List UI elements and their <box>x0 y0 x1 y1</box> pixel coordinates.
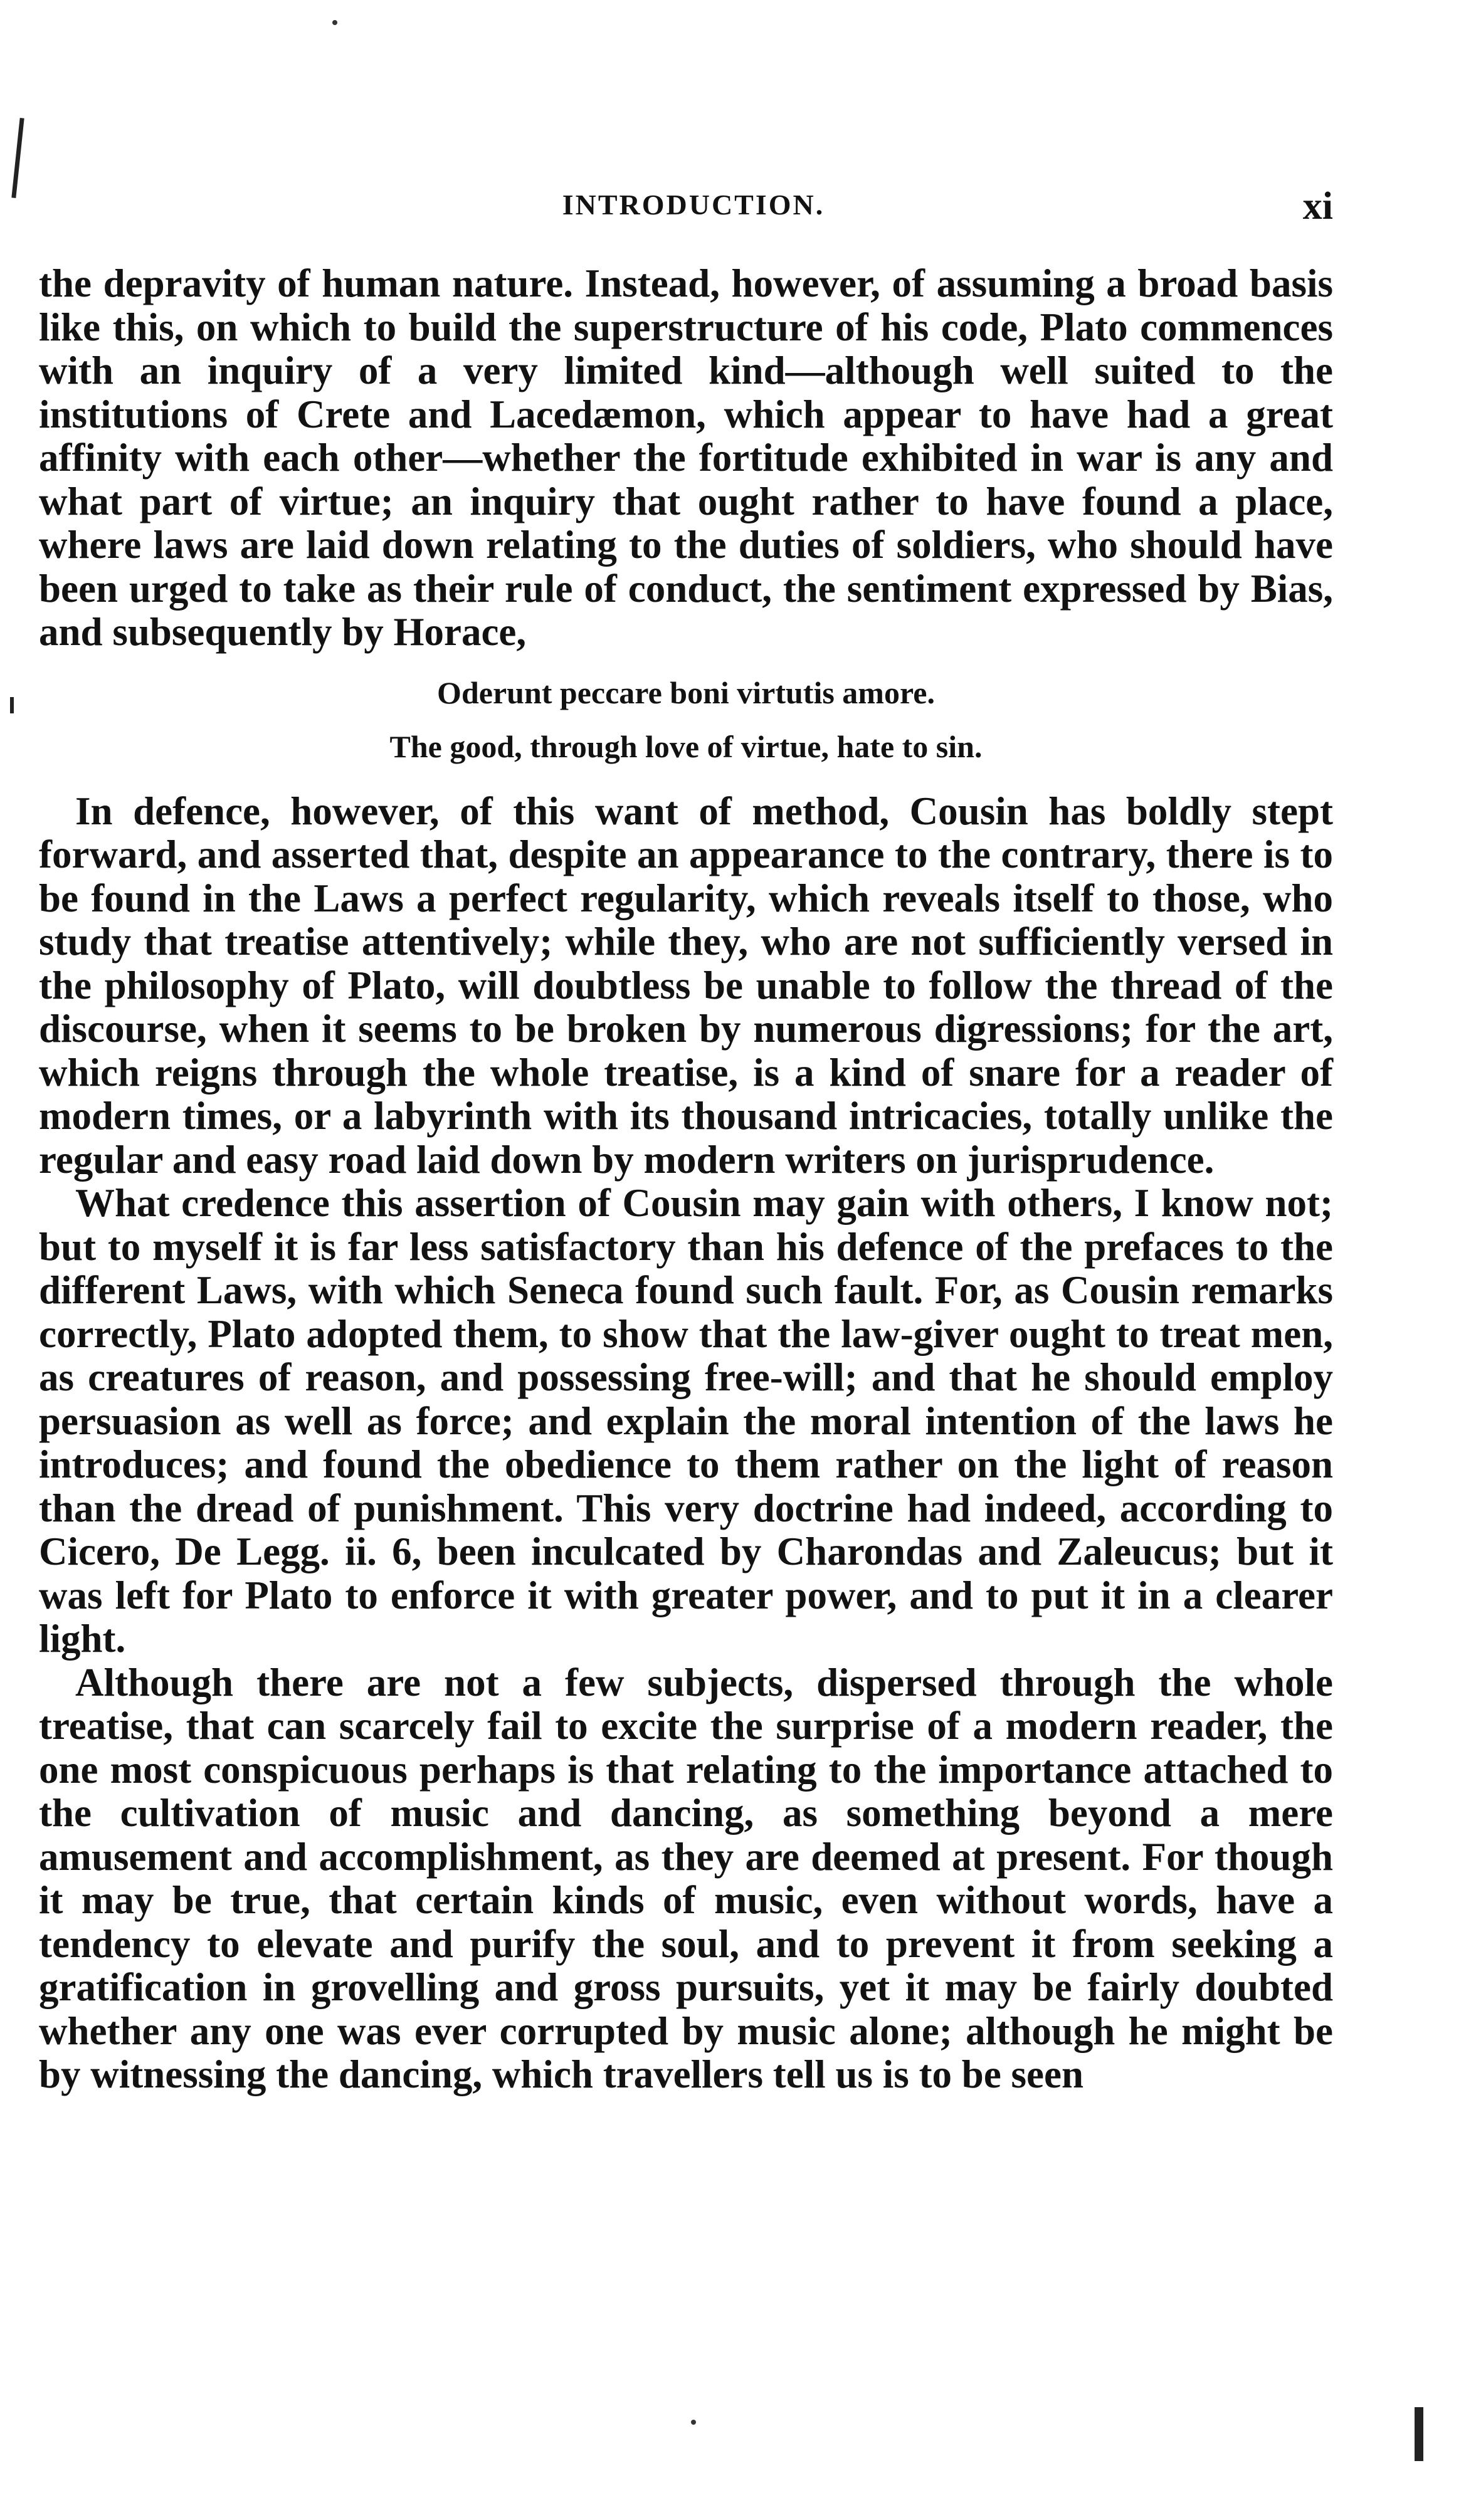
speck <box>691 2420 696 2425</box>
paragraph: In defence, however, of this want of method, Cousin has boldly stept forward, and asserted that, despite an appearance to the contrary, there is to be found in the Laws a perfect regularity, which reveals itself to those, who study that treatise attentively; while they, who are not sufficiently versed in the philosophy of Plato, will doubtless be unable to follow the thread of the discourse, when it seems to be broken by numerous digressions; for the art, which reigns through the whole treatise, is a kind of snare for a reader of modern times, or a labyrinth with its thousand intricacies, totally unlike the regular and easy road laid down by modern writers on jurisprudence. <box>39 789 1333 1182</box>
margin-mark <box>10 697 14 713</box>
quote-english: The good, through love of virtue, hate to sin. <box>389 728 983 764</box>
margin-mark <box>11 118 24 198</box>
running-title: INTRODUCTION. <box>562 189 825 221</box>
page-number: xi <box>1302 185 1333 228</box>
speck <box>332 20 337 25</box>
quote-latin: Oderunt peccare boni virtutis amore. <box>437 675 935 710</box>
running-head <box>54 185 1333 238</box>
body-text <box>39 262 1333 2097</box>
paragraph: the depravity of human nature. Instead, however, of assuming a broad basis like this, on which to build the superstructure of his code, Plato commences with an inquiry of a very limited kind—although well suited to the institutions of Crete and Lacedæmon, which appear to have had a great affinity with each other—whether the fortitude exhibited in war is any and what part of virtue; an inquiry that ought rather to have found a place, where laws are laid down relating to the duties of soldiers, who should have been urged to take as their rule of conduct, the sentiment expressed by Bias, and subsequently by Horace, <box>39 261 1333 654</box>
quotation <box>39 666 1333 774</box>
margin-mark <box>1415 2407 1423 2461</box>
paragraph: Although there are not a few subjects, dispersed through the whole treatise, that can scarcely fail to excite the surprise of a modern reader, the one most conspicuous perhaps is that relating to the importance attached to the cultivation of music and dancing, as something beyond a mere amusement and accomplishment, as they are deemed at present. For though it may be true, that certain kinds of music, even without words, have a tendency to elevate and purify the soul, and to prevent it from seeking a gratification in grovelling and gross pursuits, yet it may be fairly doubted whether any one was ever corrupted by music alone; although he might be by witnessing the dancing, which travellers tell us is to be seen <box>39 1660 1333 2096</box>
paragraph: What credence this assertion of Cousin may gain with others, I know not; but to myself it is far less satisfactory than his defence of the prefaces to the different Laws, with which Seneca found such fault. For, as Cousin remarks correctly, Plato adopted them, to show that the law-giver ought to treat men, as creatures of reason, and possessing free-will; and that he should employ persuasion as well as force; and explain the moral intention of the laws he introduces; and found the obedience to them rather on the light of reason than the dread of punishment. This very doctrine had indeed, according to Cicero, De Legg. ii. 6, been inculcated by Charondas and Zaleucus; but it was left for Plato to enforce it with greater power, and to put it in a clearer light. <box>39 1181 1333 1661</box>
